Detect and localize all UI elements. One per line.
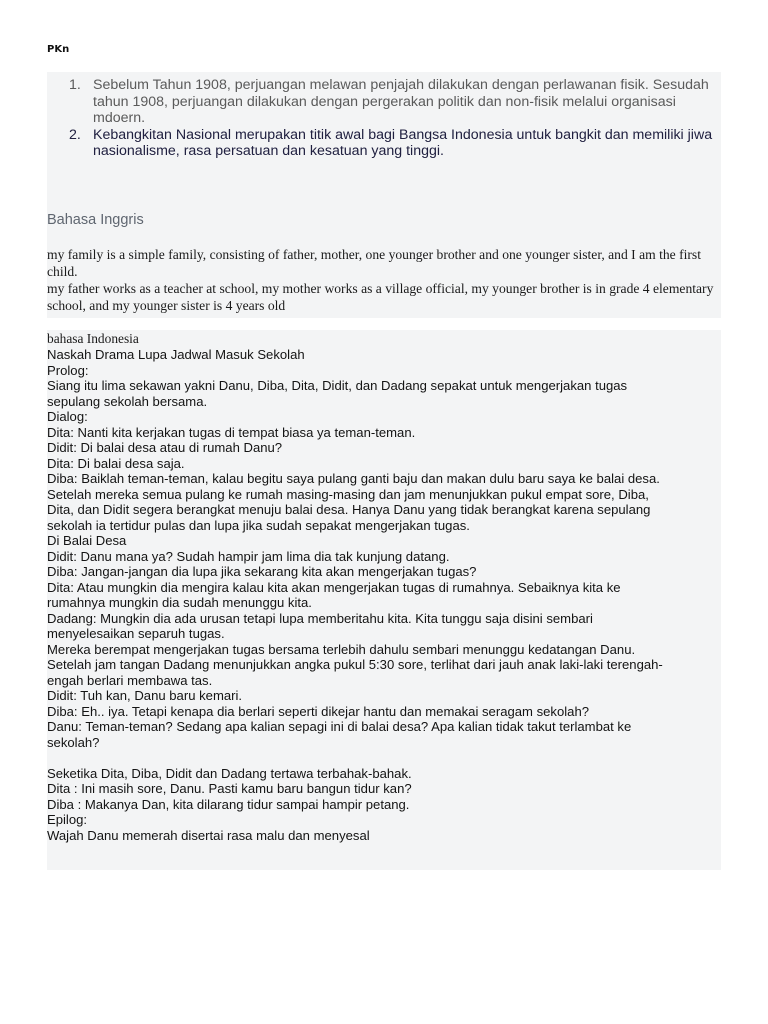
script-line: Dita : Ini masih sore, Danu. Pasti kamu baru bangun tidur kan? (47, 781, 412, 796)
script-line: Dita: Atau mungkin dia mengira kalau kita akan mengerjakan tugas di rumahnya. Sebaiknya kita ke (47, 579, 621, 595)
script-line: sepulang sekolah bersama. (47, 393, 208, 409)
pkn-numbered-list (47, 77, 721, 160)
script-line: Didit: Tuh kan, Danu baru kemari. (47, 688, 243, 703)
script-line: Prolog: (47, 362, 89, 378)
script-line: Setelah mereka semua pulang ke rumah masing-masing dan jam menunjukkan pukul empat sore, Diba, (47, 486, 649, 502)
script-line: sekolah? (47, 734, 100, 750)
indonesian-section-heading: bahasa Indonesia (47, 331, 139, 346)
script-line: Di Balai Desa (47, 533, 127, 548)
pkn-list-item (47, 77, 721, 127)
script-line: Naskah Drama Lupa Jadwal Masuk Sekolah (47, 347, 305, 362)
pkn-list-item (47, 127, 721, 160)
script-line: Dadang: Mungkin dia ada urusan tetapi lupa memberitahu kita. Kita tunggu saja disini sembari (47, 610, 593, 626)
script-line: Diba: Baiklah teman-teman, kalau begitu saya pulang ganti baju dan makan dulu baru saya ke balai desa. (47, 471, 660, 486)
script-line: rumahnya mungkin dia sudah menunggu kita. (47, 595, 312, 610)
script-line: Danu: Teman-teman? Sedang apa kalian sepagi ini di balai desa? Apa kalian tidak takut terlambat ke (47, 719, 632, 734)
script-line: Diba: Eh.. iya. Tetapi kenapa dia berlari seperti dikejar hantu dan memakai seragam sekolah? (47, 703, 590, 719)
script-line: Didit: Di balai desa atau di rumah Danu? (47, 440, 283, 455)
list-number: 1. (69, 77, 81, 93)
drama-script-text (47, 347, 723, 843)
list-number: 2. (69, 126, 81, 143)
pkn-item-text: Kebangkitan Nasional merupakan titik awal bagi Bangsa Indonesia untuk bangkit dan memiliki jiwa nasionalisme, rasa persatuan dan kesatuan yang tinggi. (93, 126, 713, 160)
script-line: engah berlari membawa tas. (47, 672, 213, 688)
english-paragraph: my family is a simple family, consisting of father, mother, one younger brother and one younger sister, and I am the first child. (47, 247, 701, 279)
script-line: Diba: Jangan-jangan dia lupa jika sekarang kita akan mengerjakan tugas? (47, 564, 477, 579)
script-line: menyelesaikan separuh tugas. (47, 626, 225, 641)
english-paragraph: my father works as a teacher at school, my mother works as a village official, my younger brother is in grade 4 elementary school, and my younger sister is 4 years old (47, 281, 714, 313)
english-section-heading: Bahasa Inggris (47, 212, 144, 228)
script-line: Setelah jam tangan Dadang menunjukkan angka pukul 5:30 sore, terlihat dari jauh anak laki-laki terengah- (47, 657, 663, 672)
script-line: Epilog: (47, 812, 88, 827)
script-line: sekolah ia tertidur pulas dan lupa jika sudah sepakat mengerjakan tugas. (47, 517, 470, 533)
script-line: Mereka berempat mengerjakan tugas bersama terlebih dahulu sembari menunggu kedatangan Danu. (47, 641, 636, 657)
script-line: Seketika Dita, Diba, Didit dan Dadang tertawa terbahak-bahak. (47, 765, 412, 781)
script-line: Dita, dan Didit segera berangkat menuju balai desa. Hanya Danu yang tidak berangkat karena sepulang (47, 502, 651, 517)
script-line: Dialog: (47, 409, 88, 424)
english-text-block (47, 246, 723, 314)
pkn-item-text: Sebelum Tahun 1908, perjuangan melawan penjajah dilakukan dengan perlawanan fisik. Sesudah tahun 1908, perjuangan dilakukan dengan pergerakan politik dan non-fisik melalui organisasi mdoern. (93, 77, 709, 127)
script-line: Siang itu lima sekawan yakni Danu, Diba, Dita, Didit, dan Dadang sepakat untuk mengerjakan tugas (47, 378, 628, 393)
script-line: Dita: Di balai desa saja. (47, 455, 185, 471)
pkn-section-title: PKn (47, 44, 70, 55)
script-line: Didit: Danu mana ya? Sudah hampir jam lima dia tak kunjung datang. (47, 548, 450, 564)
script-line (47, 750, 723, 766)
script-line: Dita: Nanti kita kerjakan tugas di tempat biasa ya teman-teman. (47, 424, 416, 440)
script-line: Diba : Makanya Dan, kita dilarang tidur sampai hampir petang. (47, 796, 410, 812)
script-line: Wajah Danu memerah disertai rasa malu dan menyesal (47, 827, 370, 843)
